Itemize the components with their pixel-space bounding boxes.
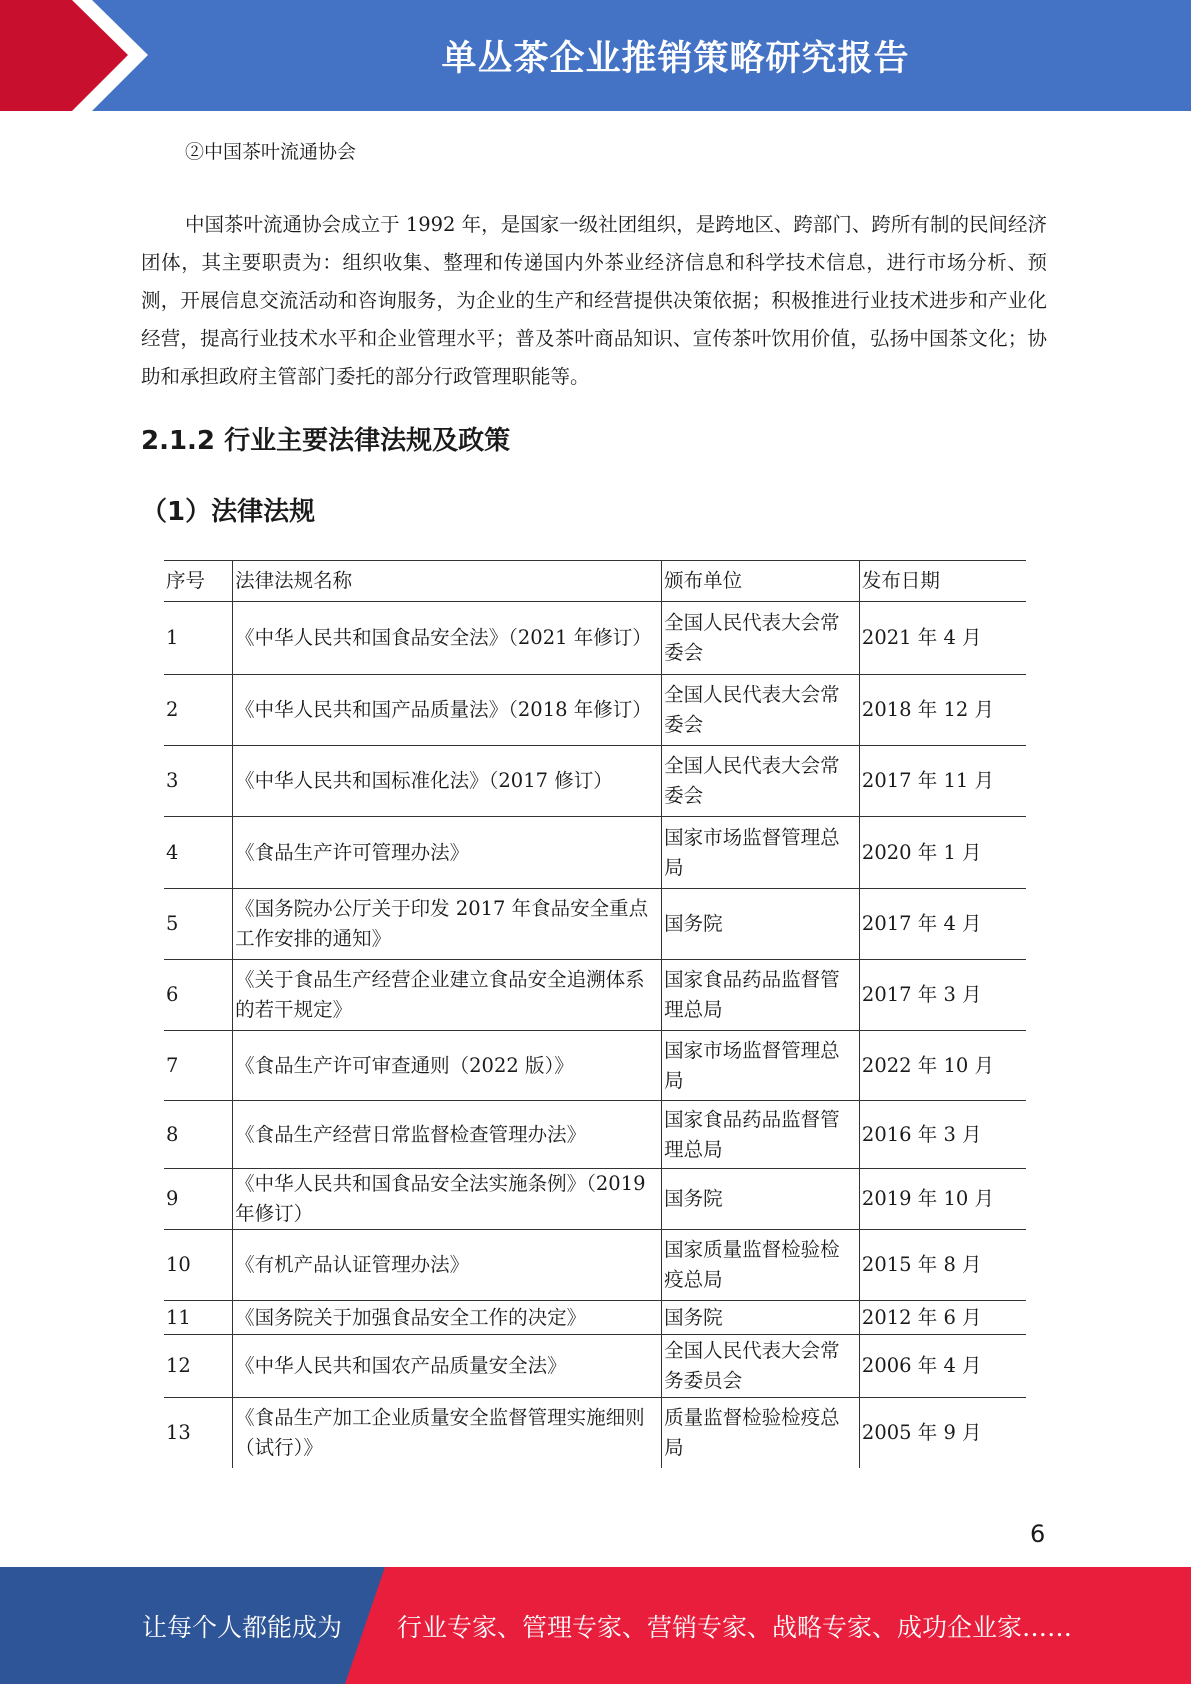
cell-date: 2022 年 10 月 [859, 1031, 1026, 1101]
cell-no: 6 [164, 960, 233, 1031]
page-header [0, 0, 1191, 111]
table-row [164, 1301, 1026, 1335]
table-row [164, 817, 1026, 889]
cell-no: 13 [166, 1420, 191, 1444]
cell-name: 《中华人民共和国产品质量法》（2018 年修订） [233, 675, 662, 746]
cell-issuer: 全国人民代表大会常务委员会 [662, 1335, 860, 1398]
table-row [164, 1335, 1026, 1398]
cell-no: 10 [164, 1230, 233, 1301]
table-header-row [164, 561, 1026, 602]
cell-name: 《有机产品认证管理办法》 [233, 1230, 662, 1301]
cell-date: 2015 年 8 月 [859, 1230, 1026, 1301]
laws-table [164, 560, 1026, 1468]
org-paragraph: 中国茶叶流通协会成立于 1992 年，是国家一级社团组织，是跨地区、跨部门、跨所有制的民间经济团体，其主要职责为：组织收集、整理和传递国内外茶业经济信息和科学技术信息，进行市场分析、预测，开展信息交流活动和咨询服务，为企业的生产和经营提供决策依据；积极推进行业技术进步和产业化经营，提高行业技术水平和企业管理水平；普及茶叶商品知识、宣传茶叶饮用价值，弘扬中国茶文化；协助和承担政府主管部门委托的部分行政管理职能等。 [141, 213, 1047, 388]
table-row [164, 1101, 1026, 1169]
cell-no: 11 [164, 1301, 233, 1335]
cell-name: 《中华人民共和国标准化法》（2017 修订） [233, 746, 662, 817]
page-number: 6 [1030, 1520, 1046, 1548]
cell-name: 《食品生产许可审查通则（2022 版）》 [233, 1031, 662, 1101]
cell-date: 2020 年 1 月 [859, 817, 1026, 889]
cell-date: 2006 年 4 月 [859, 1335, 1026, 1398]
cell-no: 2 [164, 675, 233, 746]
cell-issuer: 全国人民代表大会常委会 [662, 602, 860, 675]
cell-issuer: 全国人民代表大会常委会 [662, 746, 860, 817]
cell-issuer: 国家食品药品监督管理总局 [662, 1101, 860, 1169]
table-row [164, 602, 1026, 675]
cell-date: 2005 年 9 月 [859, 1398, 1026, 1468]
cell-no: 9 [164, 1169, 233, 1230]
table-row [164, 1230, 1026, 1301]
cell-issuer: 国家食品药品监督管理总局 [662, 960, 860, 1031]
table-row [164, 889, 1026, 960]
section-heading: 2.1.2 行业主要法律法规及政策 [141, 426, 511, 456]
org-heading: ②中国茶叶流通协会 [185, 141, 357, 163]
cell-issuer: 国务院 [662, 1169, 860, 1230]
table-row [164, 1398, 1026, 1468]
cell-issuer: 国家市场监督管理总局 [662, 1031, 860, 1101]
cell-date: 2016 年 3 月 [859, 1101, 1026, 1169]
cell-name: 《食品生产经营日常监督检查管理办法》 [233, 1101, 662, 1169]
cell-no: 4 [164, 817, 233, 889]
cell-no: 8 [164, 1101, 233, 1169]
cell-date: 2012 年 6 月 [859, 1301, 1026, 1335]
cell-no: 12 [164, 1335, 233, 1398]
header-issuer: 颁布单位 [662, 561, 860, 602]
cell-name: 《中华人民共和国农产品质量安全法》 [233, 1335, 662, 1398]
cell-no: 3 [164, 746, 233, 817]
cell-date: 2017 年 11 月 [859, 746, 1026, 817]
cell-name: 《食品生产加工企业质量安全监督管理实施细则（试行）》 [233, 1398, 662, 1468]
cell-name: 《关于食品生产经营企业建立食品安全追溯体系的若干规定》 [233, 960, 662, 1031]
cell-no: 7 [164, 1031, 233, 1101]
sub-section-heading: （1）法律法规 [141, 497, 316, 527]
table-row [164, 1031, 1026, 1101]
cell-issuer: 全国人民代表大会常委会 [662, 675, 860, 746]
cell-no: 1 [164, 602, 233, 675]
cell-name: 《中华人民共和国食品安全法实施条例》（2019 年修订） [233, 1169, 662, 1230]
cell-name: 《国务院办公厅关于印发 2017 年食品安全重点工作安排的通知》 [233, 889, 662, 960]
header-date: 发布日期 [859, 561, 1026, 602]
cell-no: 5 [164, 889, 233, 960]
table-row [164, 960, 1026, 1031]
cell-issuer: 国务院 [662, 1301, 860, 1335]
table-row [164, 1169, 1026, 1230]
cell-issuer: 国家市场监督管理总局 [662, 817, 860, 889]
cell-issuer: 国务院 [662, 889, 860, 960]
header-no: 序号 [164, 561, 233, 602]
cell-issuer: 国家质量监督检验检疫总局 [662, 1230, 860, 1301]
page-footer [0, 1567, 1191, 1684]
table-row [164, 675, 1026, 746]
header-name: 法律法规名称 [233, 561, 662, 602]
footer-right-text: 行业专家、管理专家、营销专家、战略专家、成功企业家…… [397, 1612, 1073, 1642]
table-row [164, 746, 1026, 817]
cell-name: 《中华人民共和国食品安全法》（2021 年修订） [233, 602, 662, 675]
cell-date: 2017 年 3 月 [859, 960, 1026, 1031]
cell-date: 2019 年 10 月 [859, 1169, 1026, 1230]
cell-issuer: 质量监督检验检疫总局 [662, 1398, 860, 1468]
cell-name: 《食品生产许可管理办法》 [233, 817, 662, 889]
header-title: 单丛茶企业推销策略研究报告 [441, 38, 910, 79]
cell-name: 《国务院关于加强食品安全工作的决定》 [233, 1301, 662, 1335]
cell-date: 2021 年 4 月 [859, 602, 1026, 675]
cell-date: 2018 年 12 月 [859, 675, 1026, 746]
footer-left-text: 让每个人都能成为 [142, 1612, 343, 1642]
cell-date: 2017 年 4 月 [859, 889, 1026, 960]
